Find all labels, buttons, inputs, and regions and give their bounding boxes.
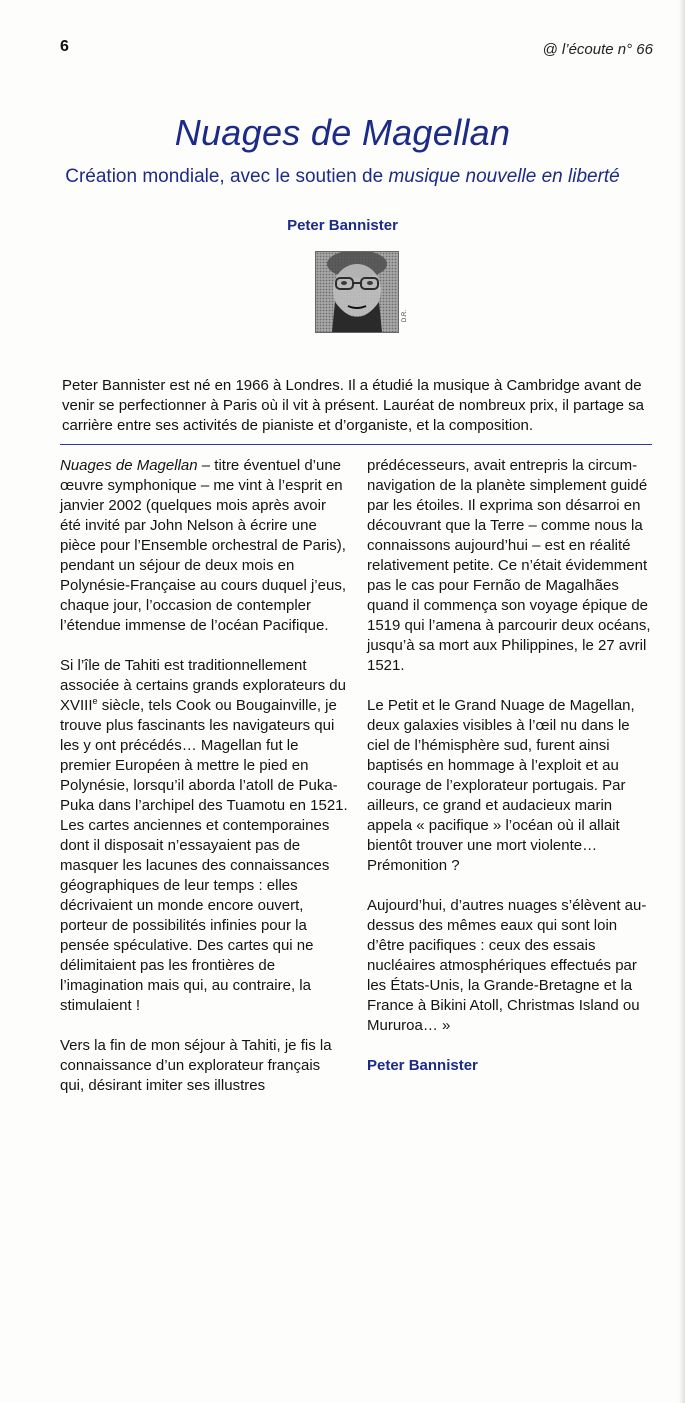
work-title-italic: Nuages de Magellan bbox=[60, 457, 198, 474]
paragraph bbox=[60, 656, 348, 1016]
paragraph: Le Petit et le Grand Nuage de Magellan, deux galaxies visibles à l’œil nu dans le ciel de l’hémisphère sud, furent ainsi baptisés en hommage à l’exploit et au courage de l’explorateur portugais. Par ailleurs, ce grand et audacieux marin appela « pacifique » l’océan où il allait bientôt trouver une mort violente… Prémonition ? bbox=[367, 697, 635, 874]
paragraph-text: – titre éventuel d’une œuvre symphonique – me vint à l’esprit en janvier 2002 (quelques mois après avoir été invité par John Nelson à écrire une pièce pour l’Ensemble orchestral de Paris), pendant un séjour de deux mois en Polynésie-Française au cours duquel j’eus, chaque jour, l’occasion de contempler l’étendue immense de l’océan Pacifique. bbox=[60, 457, 346, 634]
portrait-image bbox=[316, 252, 398, 332]
paragraph: prédécesseurs, avait entrepris la circum-navigation de la planète simplement guidé par les étoiles. Il exprima son désarroi en découvrant que la Terre – comme nous la connaissons aujourd’hui – est en réalité relativement petite. Ce n’était évidemment pas le cas pour Fernão de Magalhães quand il commença son voyage épique de 1519 qui l’amena à parcourir deux océans, jusqu’à sa mort aux Philippines, le 27 avril 1521. bbox=[367, 457, 651, 674]
author-name: Peter Bannister bbox=[287, 217, 398, 234]
paragraph bbox=[60, 456, 348, 636]
article-title: Nuages de Magellan bbox=[174, 112, 511, 153]
page-edge bbox=[679, 0, 685, 1403]
section-divider bbox=[60, 444, 652, 445]
page-number: 6 bbox=[60, 38, 69, 55]
right-column bbox=[367, 456, 652, 1096]
paragraph: Vers la fin de mon séjour à Tahiti, je fis la connaissance d’un explorateur français qui, désirant imiter ses illustres bbox=[60, 1037, 332, 1094]
paragraph: Aujourd’hui, d’autres nuages s’élèvent au-dessus des mêmes eaux qui sont loin d’être pacifiques : ceux des essais nucléaires atmosphériques effectués par les États-Unis, la Grande-Bretagne et la France à Bikini Atoll, Christmas Island ou Mururoa… » bbox=[367, 897, 647, 1034]
superscript: e bbox=[92, 696, 98, 706]
paragraph-text: siècle, tels Cook ou Bougainville, je trouve plus fascinants les navigateurs qui les y ont précédés… Magellan fut le premier Européen à mettre le pied en Polynésie, lorsqu’il aborda l’atoll de Puka-Puka dans l’archipel des Tuamotu en 1521. Les cartes anciennes et contemporaines dont il disposait n’essayaient pas de masquer les lacunes des connaissances géographiques de leur temps : elles décrivaient un monde encore ouvert, porteur de possibilités infinies pour la pensée spéculative. Des cartes qui ne délimitaient pas les frontières de l’imagination mais qui, au contraire, la stimulaient ! bbox=[60, 697, 348, 1014]
subtitle-text: Création mondiale, avec le soutien de bbox=[65, 166, 389, 187]
subtitle-italic-text: musique nouvelle en liberté bbox=[388, 166, 620, 187]
photo-credit: D.R. bbox=[402, 310, 408, 322]
left-column bbox=[60, 456, 348, 1116]
author-signature: Peter Bannister bbox=[367, 1057, 478, 1074]
running-head: @ l’écoute n° 66 bbox=[542, 41, 653, 58]
author-portrait bbox=[315, 251, 399, 333]
article-subtitle bbox=[0, 166, 685, 188]
paragraph-text: Si l’île de Tahiti est traditionnellement associée à certains grands explorateurs du XVIII bbox=[60, 657, 346, 714]
author-bio: Peter Bannister est né en 1966 à Londres. Il a étudié la musique à Cambridge avant de venir se perfectionner à Paris où il vit à présent. Lauréat de nombreux prix, il partage sa carrière entre ses activités de pianiste et d’organiste, et la composition. bbox=[62, 377, 644, 434]
